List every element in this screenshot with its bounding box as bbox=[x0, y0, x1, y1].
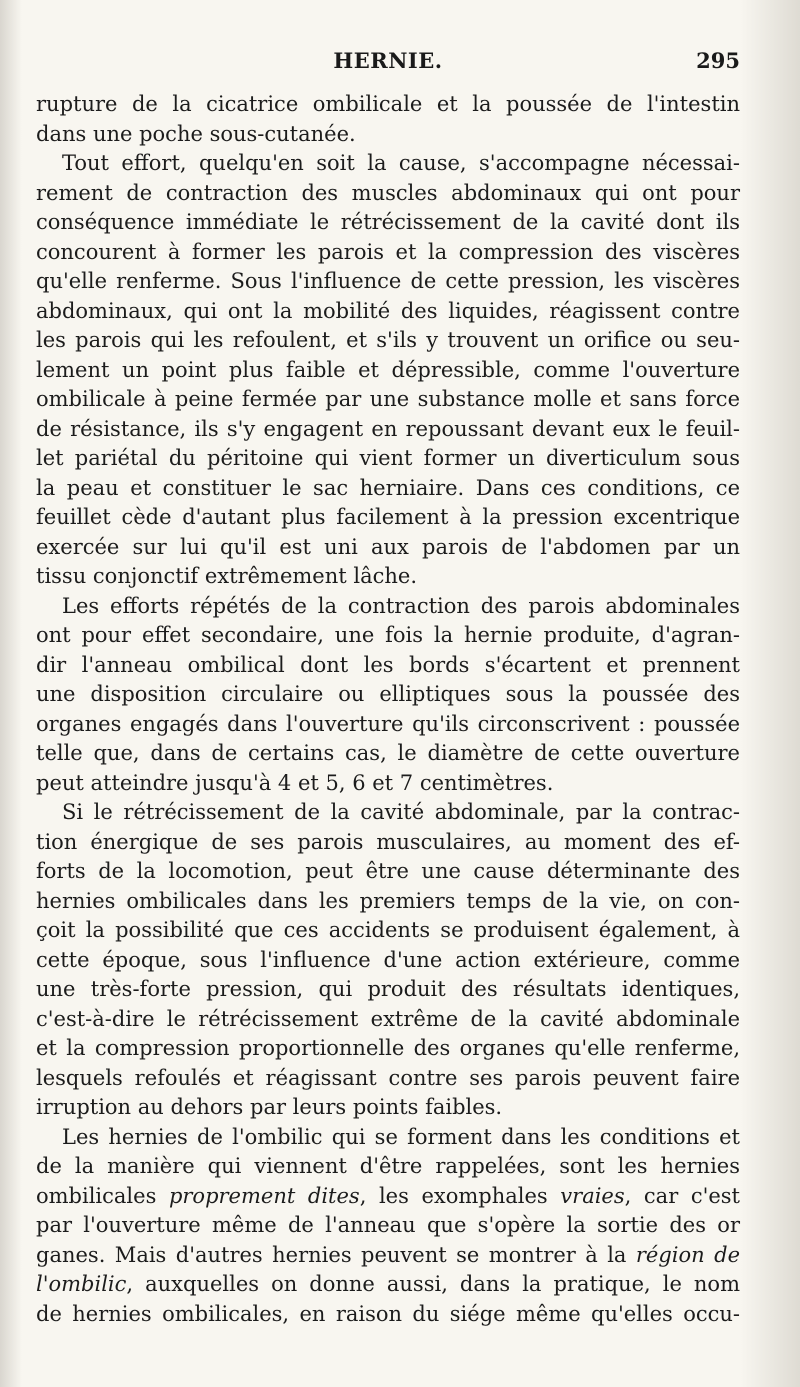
text-line: de résistance, ils s'y engagent en repoussant devant eux le feuil- bbox=[36, 416, 740, 441]
text-line: Si le rétrécissement de la cavité abdominale, par la contrac- bbox=[62, 800, 740, 824]
text-line: les parois qui les refoulent, et s'ils y trouvent un orifice ou seu- bbox=[36, 328, 740, 352]
text-line: tion énergique de ses parois musculaires, au moment des ef- bbox=[36, 829, 740, 854]
text-line: lement un point plus faible et dépressible, comme l'ouverture bbox=[36, 357, 740, 382]
text-run: , les exomphales bbox=[359, 1183, 561, 1208]
text-line: dans une poche sous-cutanée. bbox=[36, 121, 356, 146]
italic-run: vraies bbox=[560, 1183, 625, 1208]
text-line: tissu conjonctif extrêmement lâche. bbox=[36, 564, 418, 588]
text-line: et la compression proportionnelle des organes qu'elle renferme, bbox=[36, 1036, 740, 1060]
body-text bbox=[36, 90, 740, 1329]
text-line: cette époque, sous l'influence d'une action extérieure, comme bbox=[36, 947, 740, 972]
running-head: HERNIE. bbox=[333, 48, 443, 73]
text-line: de hernies ombilicales, en raison du siége même qu'elles occu- bbox=[36, 1301, 740, 1326]
text-run: ombilicales bbox=[36, 1183, 169, 1208]
text-line: Les efforts répétés de la contraction des parois abdominales bbox=[62, 593, 740, 618]
page-edge-shadow bbox=[740, 0, 800, 1387]
text-line: lesquels refoulés et réagissant contre ses parois peuvent faire bbox=[36, 1065, 740, 1090]
paragraph-continuation bbox=[36, 90, 740, 149]
text-line: rement de contraction des muscles abdominaux qui ont pour bbox=[36, 180, 740, 205]
text-run: ganes. Mais d'autres hernies peuvent se montrer à la bbox=[36, 1242, 636, 1267]
text-line: forts de la locomotion, peut être une cause déterminante des bbox=[36, 859, 740, 883]
text-line: une disposition circulaire ou elliptiques sous la poussée des bbox=[36, 682, 740, 706]
page-gutter-shadow bbox=[0, 0, 22, 1387]
paragraph-hernies-ombilic bbox=[36, 1123, 740, 1330]
text-line: qu'elle renferme. Sous l'influence de cette pression, les viscères bbox=[36, 269, 740, 293]
text-line: ont pour effet secondaire, une fois la hernie produite, d'agran- bbox=[36, 623, 740, 647]
text-line: telle que, dans de certains cas, le diamètre de cette ouverture bbox=[36, 741, 740, 765]
text-line: la peau et constituer le sac herniaire. Dans ces conditions, ce bbox=[36, 475, 740, 500]
paragraph-effort bbox=[36, 149, 740, 592]
text-line: une très-forte pression, qui produit des résultats identiques, bbox=[36, 977, 740, 1001]
text-line: organes engagés dans l'ouverture qu'ils circonscrivent : poussée bbox=[36, 711, 740, 736]
text-line: abdominaux, qui ont la mobilité des liquides, réagissent contre bbox=[36, 298, 740, 323]
text-line: irruption au dehors par leurs points faibles. bbox=[36, 1095, 503, 1119]
text-line: dir l'anneau ombilical dont les bords s'écartent et prennent bbox=[36, 652, 740, 677]
text-line-mixed bbox=[36, 1182, 740, 1212]
text-line-mixed bbox=[36, 1241, 740, 1271]
text-line: let pariétal du péritoine qui vient former un diverticulum sous bbox=[36, 446, 740, 470]
text-line: peut atteindre jusqu'à 4 et 5, 6 et 7 centimètres. bbox=[36, 770, 554, 795]
text-line: Tout effort, quelqu'en soit la cause, s'accompagne nécessai- bbox=[62, 151, 740, 175]
text-line: feuillet cède d'autant plus facilement à la pression excentrique bbox=[36, 505, 740, 529]
text-line: de la manière qui viennent d'être rappelées, sont les hernies bbox=[36, 1154, 740, 1178]
italic-run: l'ombilic bbox=[36, 1272, 127, 1296]
text-line-mixed bbox=[36, 1270, 740, 1300]
text-line: ombilicale à peine fermée par une substance molle et sans force bbox=[36, 387, 740, 411]
text-run: , car c'est bbox=[624, 1183, 740, 1208]
text-line: exercée sur lui qu'il est uni aux parois de l'abdomen par un bbox=[36, 534, 740, 559]
text-line: rupture de la cicatrice ombilicale et la poussée de l'intestin bbox=[36, 92, 740, 116]
italic-run: proprement dites bbox=[168, 1183, 360, 1208]
text-line: çoit la possibilité que ces accidents se produisent également, à bbox=[36, 918, 740, 942]
text-line: Les hernies de l'ombilic qui se forment dans les conditions et bbox=[62, 1124, 740, 1149]
page-header bbox=[36, 48, 740, 78]
paragraph-efforts-repetes bbox=[36, 592, 740, 799]
text-run: , auxquelles on donne aussi, dans la pratique, le nom bbox=[126, 1272, 740, 1296]
text-line: conséquence immédiate le rétrécissement de la cavité dont ils bbox=[36, 210, 740, 234]
text-line: concourent à former les parois et la compression des viscères bbox=[36, 239, 740, 264]
text-line: par l'ouverture même de l'anneau que s'opère la sortie des or bbox=[36, 1213, 740, 1237]
italic-run: région de bbox=[635, 1242, 740, 1267]
paragraph-retrecissement bbox=[36, 798, 740, 1123]
text-line: c'est-à-dire le rétrécissement extrême de la cavité abdominale bbox=[36, 1006, 740, 1031]
text-line: hernies ombilicales dans les premiers temps de la vie, on con- bbox=[36, 888, 740, 913]
page-number: 295 bbox=[696, 48, 740, 73]
